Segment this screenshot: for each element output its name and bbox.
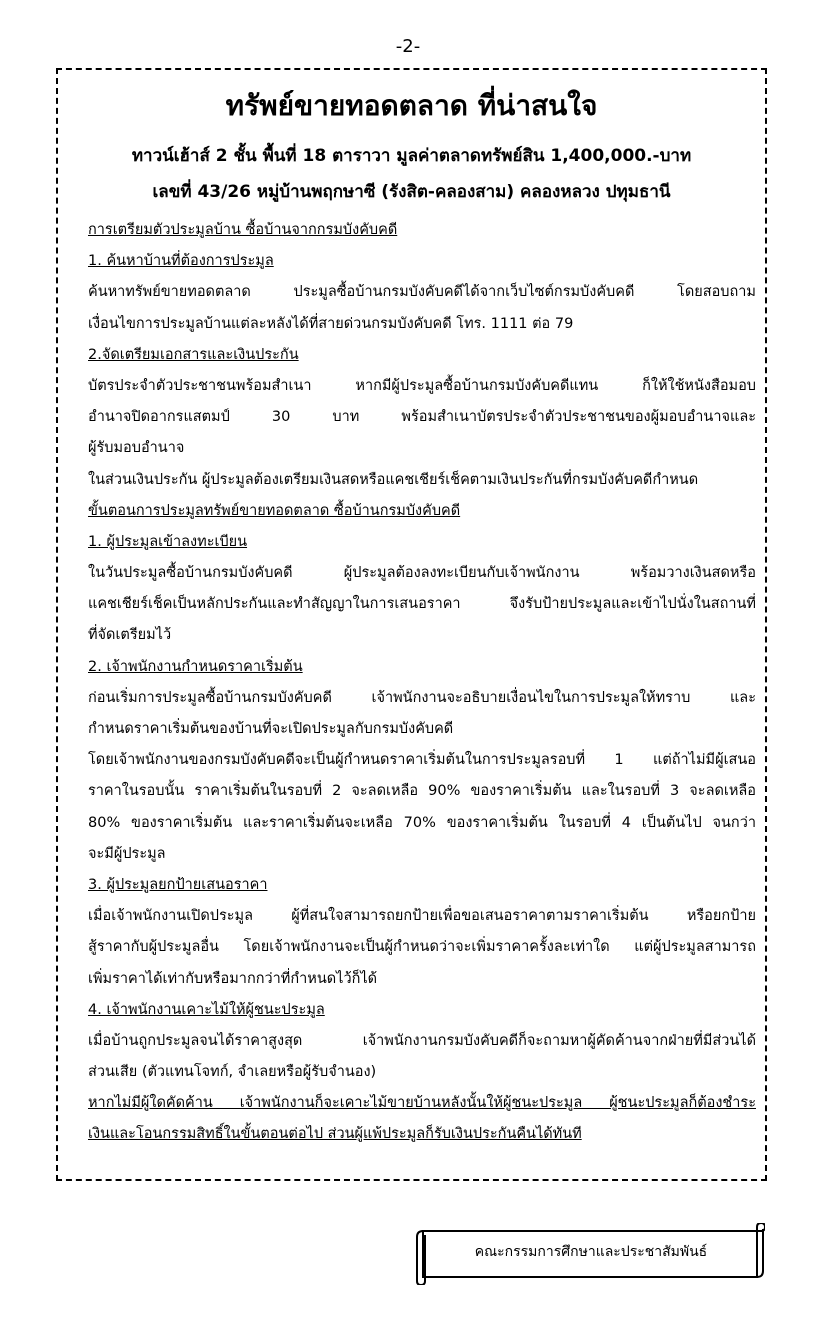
section-heading: ขั้นตอนการประมูลทรัพย์ขายทอดตลาด ซื้อบ้านกรมบังคับคดี (88, 502, 461, 519)
paragraph-line: ผู้รับมอบอำนาจ (88, 440, 185, 457)
paragraph-line: บัตรประจำตัวประชาชนพร้อมสำเนา หากมีผู้ประมูลซื้อบ้านกรมบังคับคดีแทน ก็ให้ใช้หนังสือมอบ (88, 377, 756, 394)
paragraph-line: ค้นหาทรัพย์ขายทอดตลาด ประมูลซื้อบ้านกรมบังคับคดีได้จากเว็บไซต์กรมบังคับคดี โดยสอบถาม (88, 284, 756, 301)
step-heading: 1. ค้นหาบ้านที่ต้องการประมูล (88, 253, 274, 270)
paragraph-line: ในวันประมูลซื้อบ้านกรมบังคับคดี ผู้ประมูลต้องลงทะเบียนกับเจ้าพนักงาน พร้อมวางเงินสดหรือ (88, 565, 756, 582)
paragraph-line: เมื่อบ้านถูกประมูลจนได้ราคาสูงสุด เจ้าพนักงานกรมบังคับคดีก็จะถามหาผู้คัดค้านจากฝ่ายที่มีส่วนได้ (88, 1032, 756, 1049)
step-heading: 3. ผู้ประมูลยกป้ายเสนอราคา (88, 876, 268, 893)
section-heading: การเตรียมตัวประมูลบ้าน ซื้อบ้านจากกรมบังคับคดี (88, 222, 398, 238)
page-title: ทรัพย์ขายทอดตลาด ที่น่าสนใจ (225, 89, 598, 122)
step-heading: 2. เจ้าพนักงานกำหนดราคาเริ่มต้น (88, 658, 303, 675)
paragraph-line: เมื่อเจ้าพนักงานเปิดประมูล ผู้ที่สนใจสามารถยกป้ายเพื่อขอเสนอราคาตามราคาเริ่มต้น หรือยกป้าย (88, 908, 756, 925)
step-heading: 1. ผู้ประมูลเข้าลงทะเบียน (88, 533, 248, 550)
paragraph-line: 80% ของราคาเริ่มต้น และราคาเริ่มต้นจะเหลือ 70% ของราคาเริ่มต้น ในรอบที่ 4 เป็นต้นไป จนกว่า (88, 814, 756, 831)
paragraph-line: เงื่อนไขการประมูลบ้านแต่ละหลังได้ที่สายด่วนกรมบังคับคดี โทร. 1111 ต่อ 79 (88, 315, 574, 332)
paragraph-line: อำนาจปิดอากรแสตมป์ 30 บาท พร้อมสำเนาบัตรประจำตัวประชาชนของผู้มอบอำนาจและ (88, 409, 756, 426)
step-heading: 4. เจ้าพนักงานเคาะไม้ให้ผู้ชนะประมูล (88, 1001, 325, 1018)
paragraph-line: จะมีผู้ประมูล (88, 845, 166, 862)
paragraph-line: สู้ราคากับผู้ประมูลอื่น โดยเจ้าพนักงานจะเป็นผู้กำหนดว่าจะเพิ่มราคาครั้งละเท่าใด แต่ผู้ประมูลสามารถ (88, 939, 756, 956)
paragraph-line: แคชเชียร์เช็คเป็นหลักประกันและทำสัญญาในการเสนอราคา จึงรับป้ายประมูลและเข้าไปนั่งในสถานที่ (88, 596, 756, 613)
paragraph-line: เพิ่มราคาได้เท่ากับหรือมากกว่าที่กำหนดไว้ก็ได้ (88, 970, 378, 987)
paragraph-line: ราคาในรอบนั้น ราคาเริ่มต้นในรอบที่ 2 จะลดเหลือ 90% ของราคาเริ่มต้น และในรอบที่ 3 จะลดเหลือ (88, 783, 756, 800)
paragraph-line: โดยเจ้าพนักงานของกรมบังคับคดีจะเป็นผู้กำหนดราคาเริ่มต้นในการประมูลรอบที่ 1 แต่ถ้าไม่มีผู้เสนอ (88, 752, 756, 769)
paragraph-line: กำหนดราคาเริ่มต้นของบ้านที่จะเปิดประมูลกับกรมบังคับคดี (88, 721, 454, 737)
content-frame (56, 68, 767, 1181)
committee-name: คณะกรรมการศึกษาและประชาสัมพันธ์ (474, 1244, 708, 1260)
emphasis-line: เงินและโอนกรรมสิทธิ์ในขั้นตอนต่อไป ส่วนผู้แพ้ประมูลก็รับเงินประกันคืนได้ทันที (88, 1126, 582, 1143)
paragraph-line: ในส่วนเงินประกัน ผู้ประมูลต้องเตรียมเงินสดหรือแคชเชียร์เช็คตามเงินประกันที่กรมบังคับคดีกำหนด (88, 471, 699, 488)
property-subtitle: ทาวน์เฮ้าส์ 2 ชั้น พื้นที่ 18 ตาราวา มูลค่าตลาดทรัพย์สิน 1,400,000.-บาท (131, 146, 692, 166)
emphasis-line: หากไม่มีผู้ใดคัดค้าน เจ้าพนักงานก็จะเคาะไม้ขายบ้านหลังนั้นให้ผู้ชนะประมูล ผู้ชนะประมูลก็ต้องชำระ (88, 1095, 756, 1112)
step-heading: 2.จัดเตรียมเอกสารและเงินประกัน (88, 346, 299, 363)
paragraph-line: ที่จัดเตรียมไว้ (88, 627, 172, 644)
footer-scroll-banner (415, 1223, 765, 1285)
property-address: เลขที่ 43/26 หมู่บ้านพฤกษาซี (รังสิต-คลองสาม) คลองหลวง ปทุมธานี (152, 182, 671, 202)
article-body (88, 215, 756, 1151)
page-number: -2- (395, 36, 421, 57)
paragraph-line: ก่อนเริ่มการประมูลซื้อบ้านกรมบังคับคดี เจ้าพนักงานจะอธิบายเงื่อนไขในการประมูลให้ทราบ และ (88, 689, 756, 706)
paragraph-line: ส่วนเสีย (ตัวแทนโจทก์, จำเลยหรือผู้รับจำนอง) (88, 1064, 377, 1081)
